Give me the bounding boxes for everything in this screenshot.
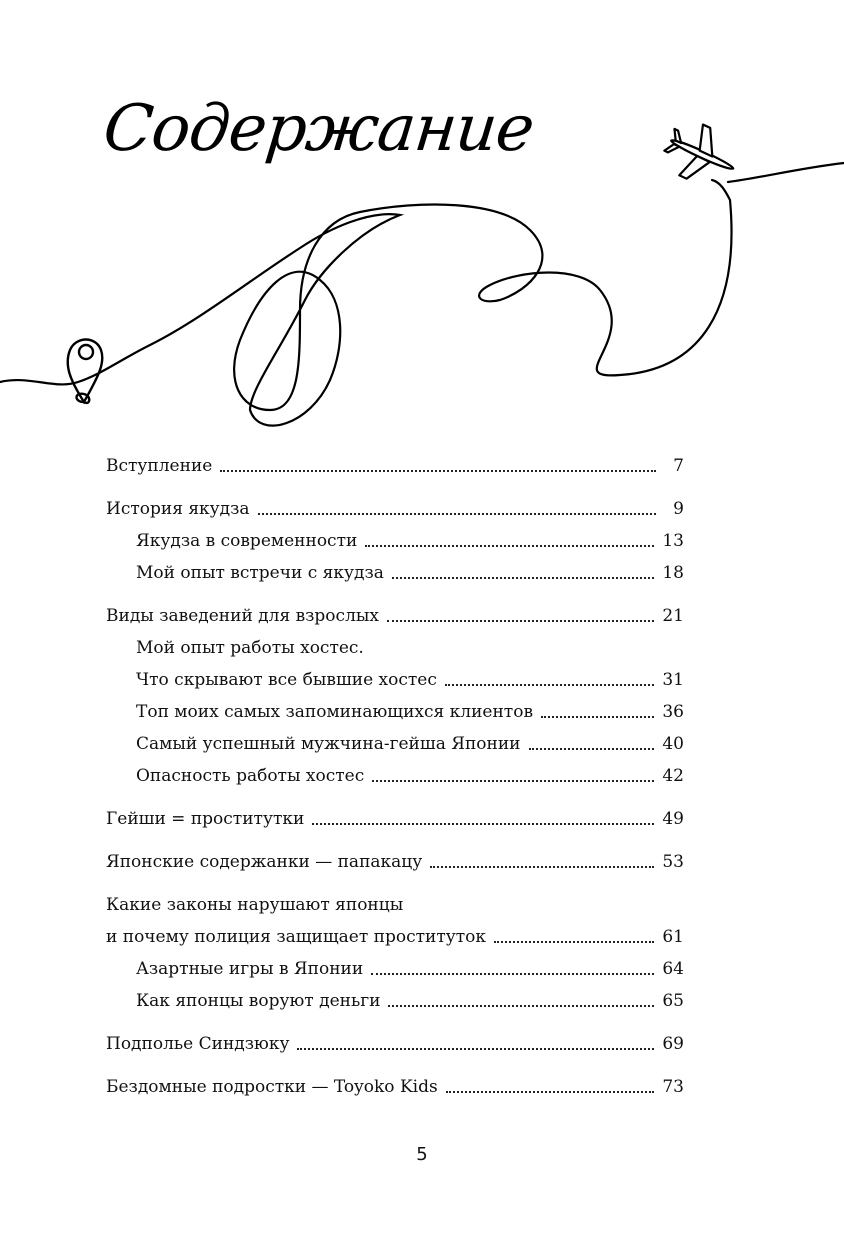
toc-leader-dots <box>445 683 654 686</box>
toc-subentry[interactable] <box>106 557 684 589</box>
toc-entry-page: 13 <box>662 531 684 551</box>
toc-entry-label: Опасность работы хостес <box>136 766 365 786</box>
toc-entry-label: Мой опыт встречи с якудза <box>136 563 384 583</box>
toc-entry-label: Бездомные подростки — Toyoko Kids <box>106 1077 438 1097</box>
toc-leader-dots <box>297 1047 654 1050</box>
toc-entry-laws[interactable] <box>106 889 684 953</box>
airplane-icon <box>658 114 745 194</box>
toc-leader-dots <box>392 576 655 579</box>
toc-entry-label: Топ моих самых запоминающихся клиентов <box>136 702 534 722</box>
toc-subentry[interactable] <box>106 525 684 557</box>
toc-entry-page: 64 <box>662 959 684 979</box>
toc-entry-label: История якудза <box>106 499 250 519</box>
toc-subentry[interactable] <box>106 760 684 792</box>
toc-entry-label: Якудза в современности <box>136 531 358 551</box>
toc-entry-label <box>136 632 437 696</box>
location-pin-icon <box>68 340 103 403</box>
toc-leader-dots <box>388 1004 654 1007</box>
flight-path-illustration <box>0 0 844 430</box>
toc-leader-dots <box>430 865 654 868</box>
toc-entry-label: Азартные игры в Японии <box>136 959 364 979</box>
toc-leader-dots <box>258 512 656 515</box>
toc-entry-yakuza-history[interactable] <box>106 493 684 525</box>
toc-entry-label <box>106 889 486 953</box>
toc-entry-page: 53 <box>662 852 684 872</box>
toc-leader-dots <box>541 715 654 718</box>
toc-entry-page: 7 <box>673 456 684 476</box>
toc-subentry[interactable] <box>106 696 684 728</box>
toc-entry-label-line: и почему полиция защищает проституток <box>106 927 487 947</box>
toc-entry-label: Виды заведений для взрослых <box>106 606 379 626</box>
toc-entry-page: 65 <box>662 991 684 1011</box>
toc-entry-label: Подполье Синдзюку <box>106 1034 290 1054</box>
toc-leader-dots <box>312 822 654 825</box>
toc-entry-page: 40 <box>662 734 684 754</box>
toc-entry-geisha[interactable] <box>106 803 684 835</box>
toc-subentry[interactable] <box>106 985 684 1017</box>
toc-entry-page: 69 <box>662 1034 684 1054</box>
toc-entry-page: 73 <box>662 1077 684 1097</box>
toc-entry-label: Самый успешный мужчина-гейша Японии <box>136 734 521 754</box>
toc-entry-label-line: Какие законы нарушают японцы <box>106 895 404 915</box>
toc-leader-dots <box>220 469 656 472</box>
toc-entry-page: 9 <box>673 499 684 519</box>
toc-leader-dots <box>371 972 654 975</box>
toc-entry-intro[interactable] <box>106 450 684 482</box>
toc-entry-page: 36 <box>662 702 684 722</box>
toc-leader-dots <box>387 619 654 622</box>
toc-entry-label: Японские содержанки — папакацу <box>106 852 423 872</box>
toc-entry-page: 61 <box>662 927 684 947</box>
toc-leader-dots <box>494 940 654 943</box>
toc-leader-dots <box>372 779 654 782</box>
toc-leader-dots <box>529 747 655 750</box>
toc-leader-dots <box>365 544 654 547</box>
toc-entry-page: 21 <box>662 606 684 626</box>
table-of-contents <box>106 450 684 1103</box>
toc-subentry[interactable] <box>106 632 684 696</box>
toc-leader-dots <box>446 1090 655 1093</box>
toc-entry-papakatsu[interactable] <box>106 846 684 878</box>
page-title: Содержание <box>100 92 537 166</box>
toc-entry-label: Как японцы воруют деньги <box>136 991 381 1011</box>
toc-entry-adult-venues[interactable] <box>106 600 684 632</box>
toc-subentry[interactable] <box>106 953 684 985</box>
toc-entry-page: 18 <box>662 563 684 583</box>
flight-path-line <box>0 180 732 426</box>
toc-subentry[interactable] <box>106 728 684 760</box>
flight-path-tail <box>728 163 844 182</box>
toc-entry-page: 49 <box>662 809 684 829</box>
page-number: 5 <box>416 1144 428 1165</box>
toc-entry-page: 42 <box>662 766 684 786</box>
toc-entry-toyoko-kids[interactable] <box>106 1071 684 1103</box>
toc-entry-label-line: Мой опыт работы хостес. <box>136 638 364 658</box>
toc-entry-label-line: Что скрывают все бывшие хостес <box>136 670 437 690</box>
toc-entry-page: 31 <box>662 670 684 690</box>
toc-entry-label: Гейши = проститутки <box>106 809 305 829</box>
toc-entry-label: Вступление <box>106 456 213 476</box>
toc-entry-shinjuku[interactable] <box>106 1028 684 1060</box>
